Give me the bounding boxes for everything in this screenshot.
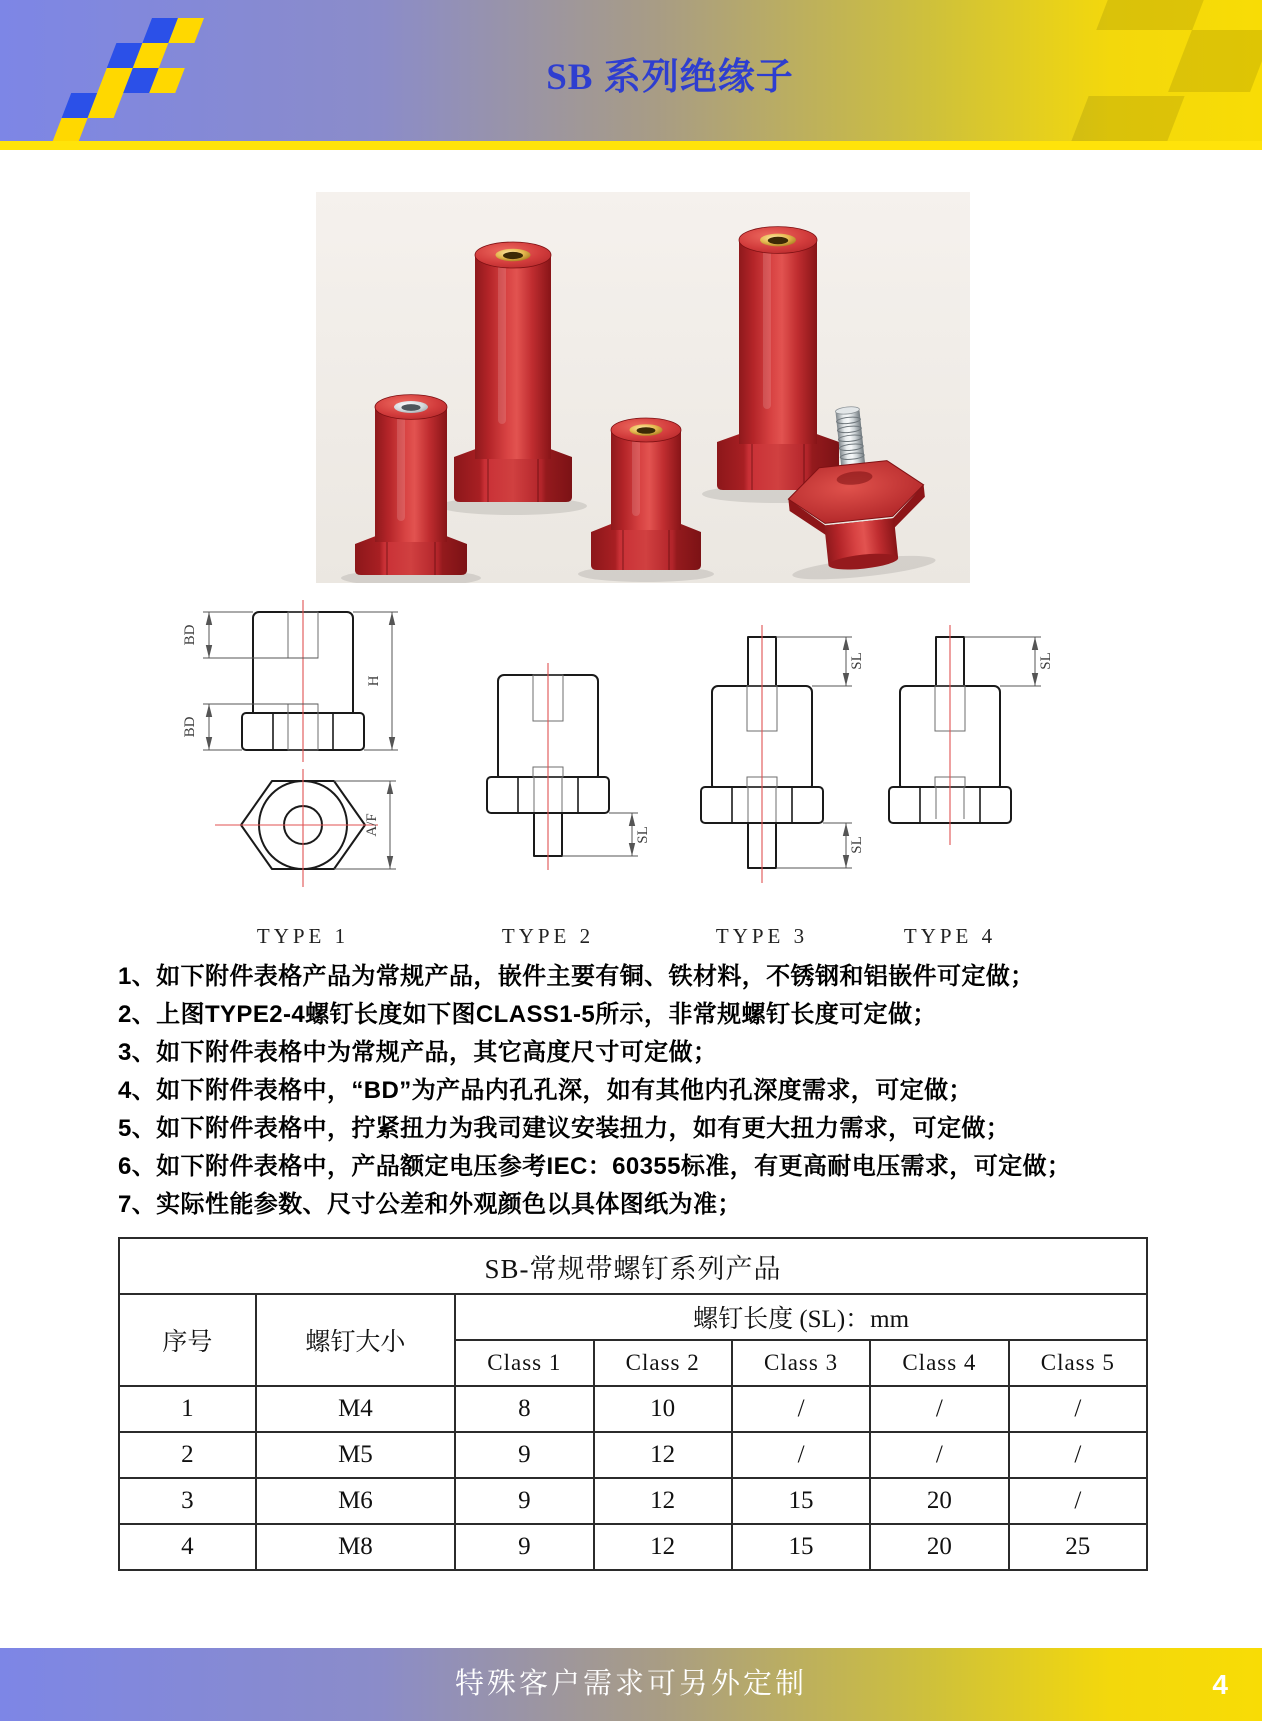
header-decoration	[1096, 0, 1204, 30]
cell-no: 2	[119, 1432, 256, 1478]
dim-label-sl-type2: SL	[635, 826, 651, 844]
table-row	[119, 1386, 1147, 1432]
type1-label: TYPE 1	[256, 924, 350, 948]
cell-class1: 9	[455, 1478, 593, 1524]
cell-class5: /	[1009, 1432, 1147, 1478]
cell-class3: /	[732, 1386, 870, 1432]
cell-size: M8	[256, 1524, 455, 1570]
col-header-no: 序号	[119, 1294, 256, 1386]
product-table	[118, 1237, 1148, 1571]
cell-class4: /	[870, 1386, 1008, 1432]
cell-class5: /	[1009, 1478, 1147, 1524]
table-row	[119, 1478, 1147, 1524]
col-header-class-3: Class 3	[732, 1340, 870, 1386]
dim-label-af: A/F	[364, 813, 380, 837]
dim-label-bd-top: BD	[182, 624, 198, 646]
drawing-type4	[889, 625, 1054, 948]
col-header-class-4: Class 4	[870, 1340, 1008, 1386]
dim-label-h: H	[366, 675, 382, 687]
note-item-4: 4、如下附件表格中，“BD”为产品内孔孔深，如有其他内孔深度需求，可定做；	[118, 1077, 973, 1104]
note-item-6: 6、如下附件表格中，产品额定电压参考IEC：60355标准，有更高耐电压需求，可定做；	[118, 1153, 1072, 1180]
cell-class1: 9	[455, 1524, 593, 1570]
header-decoration	[1071, 96, 1184, 141]
type1-top-view	[215, 769, 396, 887]
cell-size: M5	[256, 1432, 455, 1478]
cell-size: M6	[256, 1478, 455, 1524]
cell-no: 4	[119, 1524, 256, 1570]
col-header-class-2: Class 2	[594, 1340, 732, 1386]
cell-class5: 25	[1009, 1524, 1147, 1570]
dim-label-sl-type4: SL	[1038, 652, 1054, 670]
cell-class2: 12	[594, 1478, 732, 1524]
cell-class1: 9	[455, 1432, 593, 1478]
cell-class2: 12	[594, 1524, 732, 1570]
cell-class5: /	[1009, 1386, 1147, 1432]
cell-class4: 20	[870, 1478, 1008, 1524]
page-header	[0, 0, 1262, 141]
cell-class2: 12	[594, 1432, 732, 1478]
table-row	[119, 1524, 1147, 1570]
note-item-7: 7、实际性能参数、尺寸公差和外观颜色以具体图纸为准；	[118, 1191, 742, 1218]
notes-list	[118, 964, 1178, 1230]
col-header-class-1: Class 1	[455, 1340, 593, 1386]
col-header-screw-length: 螺钉长度 (SL)：mm	[455, 1294, 1147, 1340]
page-title: SB 系列绝缘子	[546, 57, 794, 98]
drawing-type3	[701, 625, 865, 948]
note-item-3: 3、如下附件表格中为常规产品，其它高度尺寸可定做；	[118, 1039, 718, 1066]
header-accent-strip	[0, 141, 1262, 150]
col-header-class-5: Class 5	[1009, 1340, 1147, 1386]
cell-no: 3	[119, 1478, 256, 1524]
type2-label: TYPE 2	[501, 924, 595, 948]
dim-label-sl-type3-top: SL	[849, 652, 865, 670]
technical-drawings	[120, 555, 1160, 955]
type4-label: TYPE 4	[903, 924, 997, 948]
page-number: 4	[1212, 1669, 1228, 1700]
note-item-1: 1、如下附件表格产品为常规产品，嵌件主要有铜、铁材料，不锈钢和铝嵌件可定做；	[118, 963, 1035, 990]
cell-size: M4	[256, 1386, 455, 1432]
note-item-2: 2、上图TYPE2-4螺钉长度如下图CLASS1-5所示，非常规螺钉长度可定做；	[118, 1001, 937, 1028]
drawing-type2	[487, 663, 651, 948]
drawings-figure	[120, 555, 1160, 955]
cell-class3: 15	[732, 1524, 870, 1570]
dim-label-bd-bottom: BD	[182, 716, 198, 738]
cell-class2: 10	[594, 1386, 732, 1432]
drawing-type1	[182, 600, 398, 948]
product-photo-image	[316, 192, 970, 583]
table-row	[119, 1432, 1147, 1478]
note-item-5: 5、如下附件表格中，拧紧扭力为我司建议安装扭力，如有更大扭力需求，可定做；	[118, 1115, 1011, 1142]
col-header-screw-size: 螺钉大小	[256, 1294, 455, 1386]
cell-class4: 20	[870, 1524, 1008, 1570]
cell-class3: 15	[732, 1478, 870, 1524]
header-decoration	[1168, 30, 1262, 92]
cell-class3: /	[732, 1432, 870, 1478]
table-title: SB-常规带螺钉系列产品	[119, 1238, 1147, 1294]
cell-class4: /	[870, 1432, 1008, 1478]
dim-label-sl-type3-bottom: SL	[849, 836, 865, 854]
product-photo	[316, 192, 970, 583]
cell-class1: 8	[455, 1386, 593, 1432]
type3-label: TYPE 3	[715, 924, 809, 948]
cell-no: 1	[119, 1386, 256, 1432]
page-footer	[0, 1648, 1262, 1721]
footer-note: 特殊客户需求可另外定制	[454, 1668, 807, 1700]
